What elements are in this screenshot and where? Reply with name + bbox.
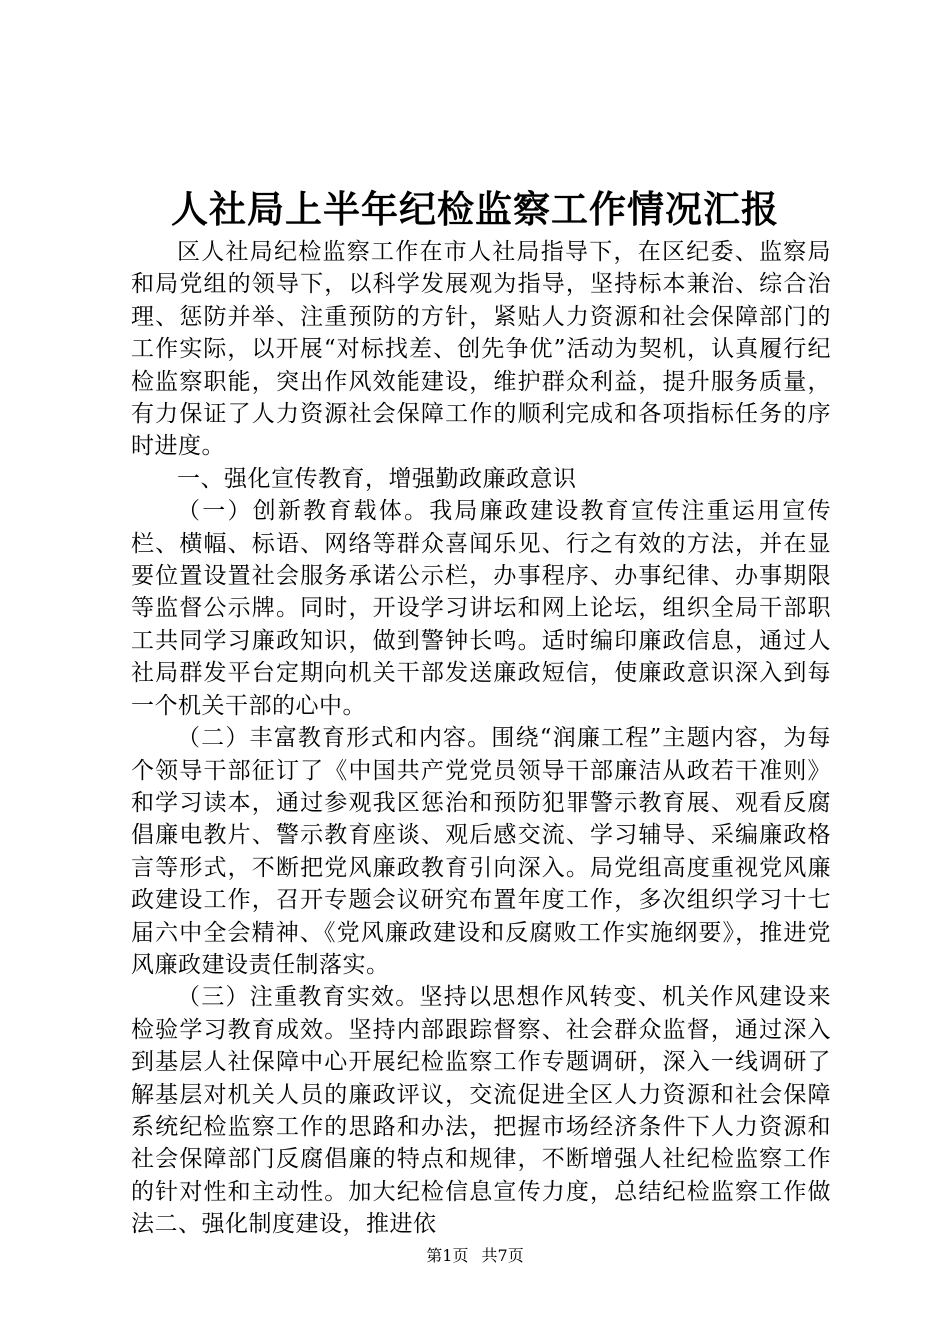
paragraph-enrich-education: （二）丰富教育形式和内容。围绕“润廉工程”主题内容，为每个领导干部征订了《中国共产党党员领导干部廉洁从政若干准则》和学习读本，通过参观我区惩治和预防犯罪警示教育展、观看反腐倡廉电教片、警示教育座谈、观后感交流、学习辅导、采编廉政格言等形式，不断把党风廉政教育引向深入。局党组高度重视党风廉政建设工作，召开专题会议研究布置年度工作，多次组织学习十七届六中全会精神、《党风廉政建设和反腐败工作实施纲要》，推进党风廉政建设责任制落实。 [131,725,831,978]
document-title: 人社局上半年纪检监察工作情况汇报 [171,187,779,231]
page-total: 共7页 [481,1246,524,1265]
intro-paragraph: 区人社局纪检监察工作在市人社局指导下，在区纪委、监察局和局党组的领导下，以科学发展观为指导，坚持标本兼治、综合治理、惩防并举、注重预防的方针，紧贴人力资源和社会保障部门的工作实际，以开展“对标找差、创先争优”活动为契机，认真履行纪检监察职能，突出作风效能建设，维护群众利益，提升服务质量，有力保证了人力资源社会保障工作的顺利完成和各项指标任务的序时进度。 [131,239,831,460]
page-number: 第1页 [426,1246,469,1265]
section-heading-1: 一、强化宣传教育，增强勤政廉政意识 [177,465,577,492]
paragraph-education-effect: （三）注重教育实效。坚持以思想作风转变、机关作风建设来检验学习教育成效。坚持内部跟踪督察、社会群众监督，通过深入到基层人社保障中心开展纪检监察工作专题调研，深入一线调研了解基层对机关人员的廉政评议，交流促进全区人力资源和社会保障系统纪检监察工作的思路和办法，把握市场经济条件下人力资源和社会保障部门反腐倡廉的特点和规律，不断增强人社纪检监察工作的针对性和主动性。加大纪检信息宣传力度，总结纪检监察工作做法二、强化制度建设，推进依 [131,984,831,1238]
page-footer [0,1245,950,1267]
document-body [131,236,831,1241]
paragraph-innovate-education: （一）创新教育载体。我局廉政建设教育宣传注重运用宣传栏、横幅、标语、网络等群众喜闻乐见、行之有效的方法，并在显要位置设置社会服务承诺公示栏，办事程序、办事纪律、办事期限等监督公示牌。同时，开设学习讲坛和网上论坛，组织全局干部职工共同学习廉政知识，做到警钟长鸣。适时编印廉政信息，通过人社局群发平台定期向机关干部发送廉政短信，使廉政意识深入到每一个机关干部的心中。 [131,498,831,719]
